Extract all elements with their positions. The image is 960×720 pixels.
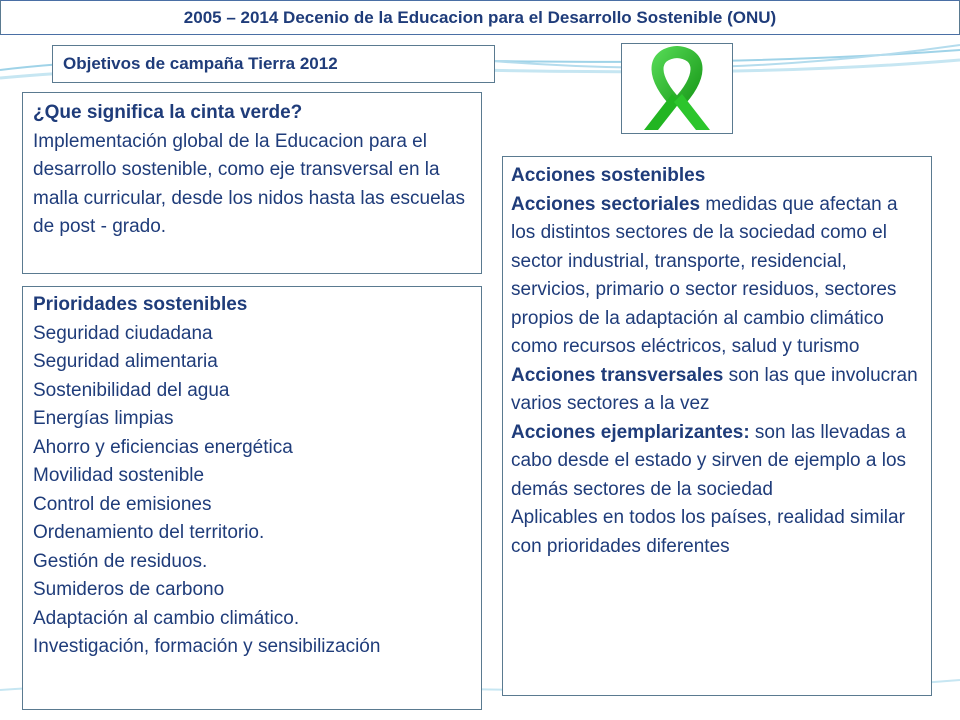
ribbon-image [621, 43, 733, 134]
green-ribbon-icon [622, 44, 732, 133]
ribbon-meaning-text: Implementación global de la Educacion para el desarrollo sostenible, como eje transversal en la malla curricular, desde los nidos hasta las escuelas de post - grado. [33, 130, 465, 237]
sectoral-term: Acciones sectoriales [511, 193, 701, 215]
priority-item: Ordenamiento del territorio. [33, 522, 265, 543]
priority-item: Sostenibilidad del agua [33, 379, 230, 401]
priorities-title: Prioridades sostenibles [33, 294, 248, 315]
exemplary-term: Acciones ejemplarizantes: [511, 421, 750, 443]
priority-item: Control de emisiones [33, 493, 212, 515]
actions-closing: Aplicables en todos los países, realidad similar con prioridades diferentes [511, 507, 905, 557]
priority-item: Sumideros de carbono [33, 579, 225, 600]
transversal-term: Acciones transversales [511, 364, 724, 386]
transversal-actions [511, 362, 923, 419]
priority-item: Gestión de residuos. [33, 550, 208, 572]
priority-item: Investigación, formación y sensibilización [33, 636, 381, 657]
campaign-title-box [52, 45, 495, 83]
transversal-text: son las que involucran varios sectores a la vez [511, 364, 918, 414]
sectoral-actions [511, 191, 923, 362]
priority-item: Seguridad alimentaria [33, 351, 218, 372]
priority-item: Ahorro y eficiencias energética [33, 436, 293, 458]
campaign-title: Objetivos de campaña Tierra 2012 [63, 54, 338, 73]
priority-item: Adaptación al cambio climático. [33, 607, 300, 629]
priority-item: Energías limpias [33, 408, 174, 429]
actions-box [502, 156, 932, 696]
header-banner [0, 0, 960, 35]
priority-item: Seguridad ciudadana [33, 322, 213, 344]
exemplary-actions [511, 419, 923, 505]
actions-title: Acciones sostenibles [511, 165, 706, 186]
header-title: 2005 – 2014 Decenio de la Educacion para el Desarrollo Sostenible (ONU) [183, 8, 777, 27]
priority-item: Movilidad sostenible [33, 465, 205, 486]
priorities-box [22, 286, 482, 710]
ribbon-meaning-box [22, 92, 482, 274]
ribbon-question: ¿Que significa la cinta verde? [33, 102, 303, 123]
sectoral-text: medidas que afectan a los distintos sectores de la sociedad como el sector industrial, transporte, residencial, servicios, primario o sector residuos, sectores propios de la adaptación al cambio climático como recursos eléctricos, salud y turismo [511, 193, 898, 357]
exemplary-text: son las llevadas a cabo desde el estado y sirven de ejemplo a los demás sectores de la sociedad [511, 421, 907, 500]
